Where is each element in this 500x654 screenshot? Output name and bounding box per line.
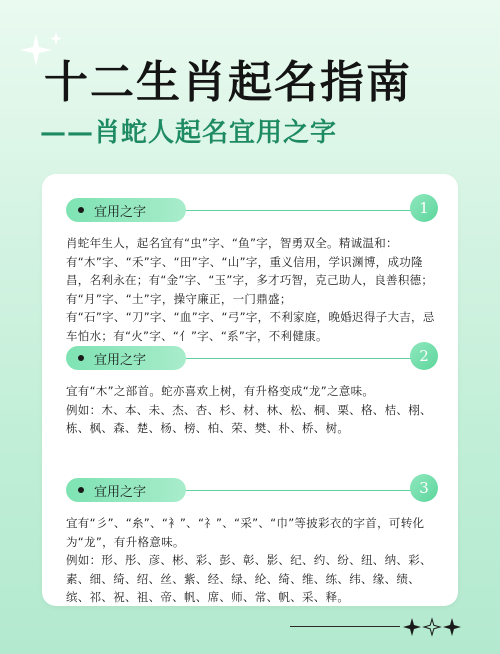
section-body (66, 382, 438, 438)
divider (186, 490, 422, 491)
bullet-icon (78, 355, 84, 361)
bullet-icon (78, 207, 84, 213)
section-tag-label: 宜用之字 (94, 204, 147, 220)
section-tag (66, 198, 186, 222)
section-number: 1 (410, 194, 438, 222)
divider (186, 210, 422, 211)
section-body (66, 514, 438, 607)
section-number: 2 (410, 342, 438, 370)
page-subtitle: ——肖蛇人起名宜用之字 (40, 118, 338, 148)
divider (186, 358, 422, 359)
section-tag-label: 宜用之字 (94, 352, 147, 368)
section-tag-label: 宜用之字 (94, 484, 147, 500)
bullet-icon (78, 487, 84, 493)
section-tag (66, 478, 186, 502)
section-3 (42, 478, 458, 607)
section-paragraph: 例如：木、本、未、杰、杏、杉、材、林、松、桐、栗、格、桔、栩、栋、枫、森、楚、杨、榜、柏、荣、樊、朴、桥、树。 (66, 402, 432, 435)
sparkle-icon (402, 616, 462, 638)
section-paragraph: 肖蛇年生人，起名宜有“虫”字、“鱼”字，智勇双全。精诚温和：有“木”字、“禾”字、“田”字、“山”字，重义信用，学识渊博，成功隆昌，名利永在；有“金”字、“玉”字，多才巧智，克己助人，良善积德；有“月”字、“土”字，操守廉正，一门鼎盛；有“石”字、“刀”字、“血”字、“弓”字，不利家庭，晚婚迟得子大吉，忌车怕水；有“火”字、“亻”字、“系”字，不利健康。 (66, 236, 435, 343)
section-paragraph: 例如：形、彤、彦、彬、彩、彭、彰、影、纪、约、纷、纽、纳、彩、素、细、绮、绍、丝、紫、经、绿、纶、绮、维、练、纬、缘、绩、缤、祁、祝、祖、帝、帆、席、师、常、帆、采、释。 (66, 553, 432, 604)
section-paragraph: 宜有“彡”、“糸”、“衤”、“礻”、“采”、“巾”等披彩衣的字首，可转化为“龙”，有升格意味。 (66, 516, 425, 549)
section-paragraph: 宜有“木”之部首。蛇亦喜欢上树，有升格变成“龙”之意味。 (66, 384, 375, 398)
section-body (66, 234, 438, 345)
section-tag (66, 346, 186, 370)
section-number: 3 (410, 474, 438, 502)
section-1 (42, 198, 458, 345)
section-2 (42, 346, 458, 438)
page-title: 十二生肖起名指南 (44, 57, 412, 108)
content-card (42, 174, 458, 606)
footer-divider (290, 626, 400, 627)
